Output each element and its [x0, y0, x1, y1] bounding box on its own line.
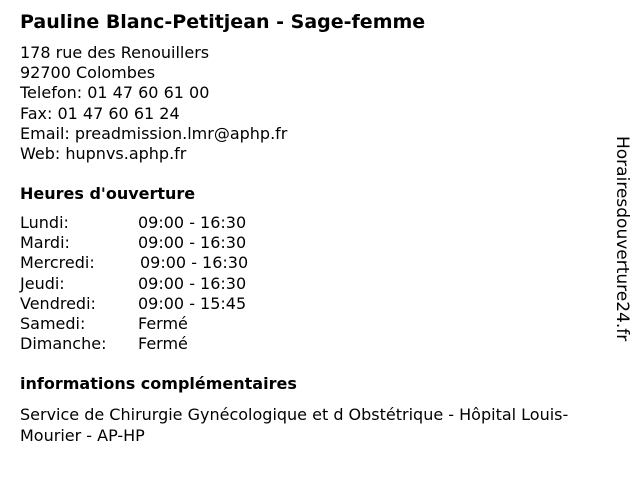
day-label: Jeudi: [20, 273, 65, 293]
time-value: 09:00 - 16:30 [138, 273, 247, 293]
info-description: Service de Chirurgie Gynécologique et d Obstétrique - Hôpital Louis-Mourier - AP-HP [20, 405, 569, 445]
time-value: Fermé [138, 313, 188, 333]
day-label: Mardi: [20, 233, 70, 253]
time-value: 09:00 - 16:30 [138, 233, 247, 253]
day-label: Vendredi: [20, 293, 96, 313]
time-value: 09:00 - 15:45 [138, 293, 247, 313]
day-label: Mercredi: [20, 253, 95, 273]
day-label: Dimanche: [20, 334, 107, 354]
watermark-text: Horairesdouverture24.fr [612, 136, 632, 342]
day-label: Samedi: [20, 313, 86, 333]
time-value: 09:00 - 16:30 [140, 253, 249, 273]
address-line: 178 rue des Renouillers [20, 43, 210, 62]
phone-line: Telefon: 01 47 60 61 00 [20, 83, 210, 103]
email-line: Email: preadmission.lmr@aphp.fr [20, 123, 288, 143]
city-line: 92700 Colombes [20, 63, 156, 83]
page-title: Pauline Blanc-Petitjean - Sage-femme [20, 11, 426, 33]
info-heading: informations complémentaires [20, 374, 297, 393]
contact-block [20, 43, 287, 164]
web-line: Web: hupnvs.aphp.fr [20, 144, 187, 164]
hours-heading: Heures d'ouverture [20, 184, 196, 203]
time-value: Fermé [138, 334, 188, 354]
time-value: 09:00 - 16:30 [138, 213, 247, 232]
fax-line: Fax: 01 47 60 61 24 [20, 103, 180, 123]
day-label: Lundi: [20, 213, 69, 232]
